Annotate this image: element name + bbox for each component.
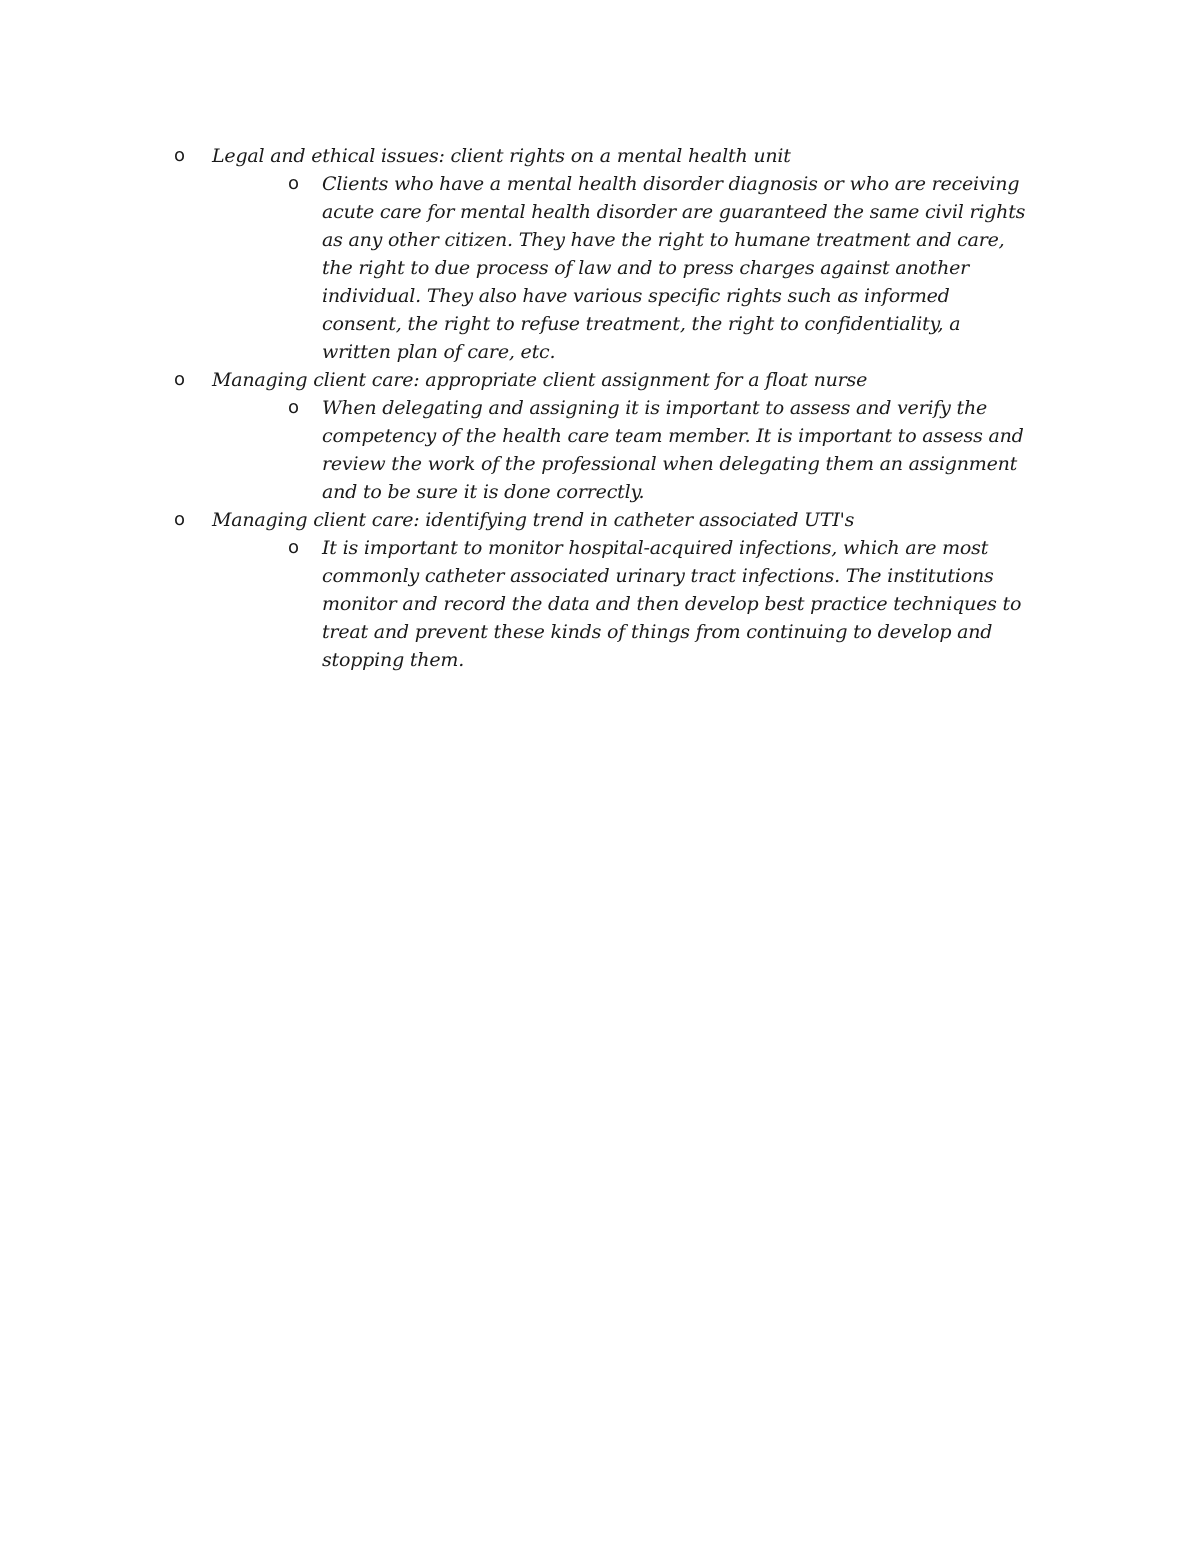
topic-heading: Managing client care: appropriate client assignment for a float nurse [212,369,868,391]
sub-list [212,394,1032,506]
hollow-bullet-icon: o [174,145,185,166]
sub-list [212,170,1032,366]
hollow-bullet-icon: o [174,509,185,530]
outline-item [172,506,1032,674]
hollow-bullet-icon: o [174,369,185,390]
sub-list [212,534,1032,674]
topic-detail: Clients who have a mental health disorder diagnosis or who are receiving acute care for mental health disorder are guaranteed the same civil rights as any other citizen. They have the right to humane treatment and care, the right to due process of law and to press charges against another individual. They also have various specific rights such as informed consent, the right to refuse treatment, the right to confidentiality, a written plan of care, etc. [322,173,1026,363]
hollow-bullet-icon: o [288,537,299,558]
topic-heading: Legal and ethical issues: client rights on a mental health unit [212,145,791,167]
hollow-bullet-icon: o [288,173,299,194]
outline-item [172,366,1032,506]
outline-item [172,142,1032,366]
sub-item [284,394,1032,506]
topic-detail: When delegating and assigning it is important to assess and verify the competency of the health care team member. It is important to assess and review the work of the professional when delegating them an assignment and to be sure it is done correctly. [322,397,1024,503]
sub-item [284,534,1032,674]
sub-item [284,170,1032,366]
topic-heading: Managing client care: identifying trend in catheter associated UTI's [212,509,855,531]
topic-outline [172,142,1032,674]
hollow-bullet-icon: o [288,397,299,418]
topic-detail: It is important to monitor hospital-acquired infections, which are most commonly catheter associated urinary tract infections. The institutions monitor and record the data and then develop best practice techniques to treat and prevent these kinds of things from continuing to develop and stopping them. [322,537,1022,671]
